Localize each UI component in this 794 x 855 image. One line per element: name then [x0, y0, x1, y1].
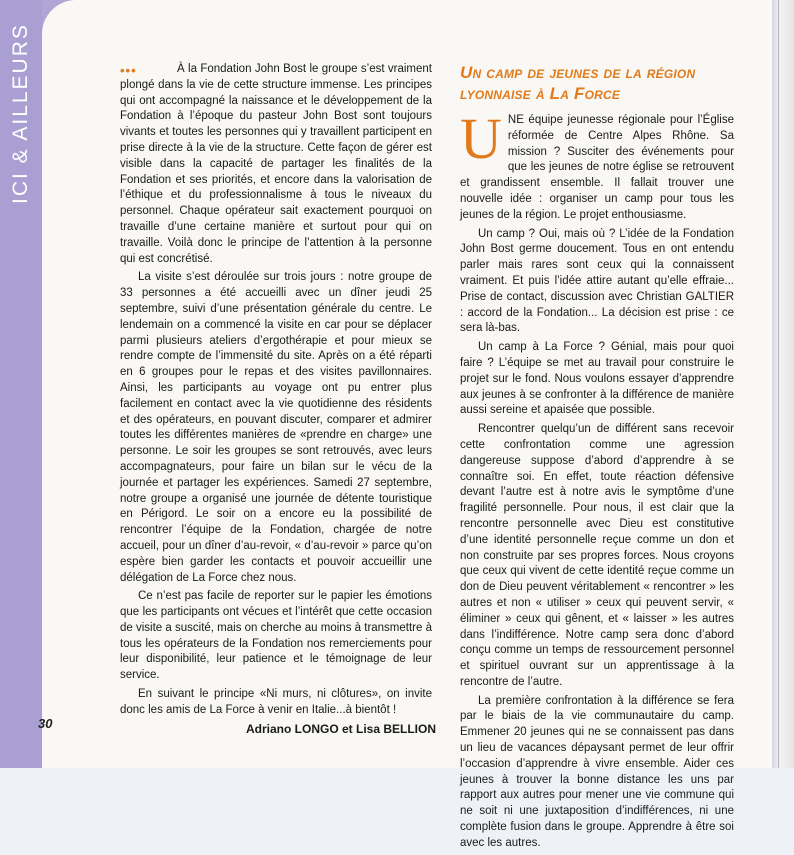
- section-label: ICI & AILLEURS: [9, 23, 32, 204]
- right-paragraph-1: NE équipe jeunesse régionale pour l’Église réformée de Centre Alpes Rhône. Sa mission ? Susciter des événements pour que les jeunes de notre église se retrouvent et grandissent ensemble. Il fallait trouver une nouvelle idée : organiser un camp pour tous les jeunes de la région. Le projet enthousiasme.: [460, 114, 734, 221]
- left-paragraph-1: À la Fondation John Bost le groupe s’est vraiment plongé dans la vie de cette structure immense. Les principes qui ont accompagné la naissance et le développement de la Fondation à l’époque du pasteur John Bost sont toujours vivants et toutes les personnes qui y travaillent participent en prise directe à la vie de la structure. Cette façon de gérer est visible dans la capacité de partager les finalités de la Fondation et ses priorités, et encore dans la valorisation de l’éthique et du professionnalisme à tous le niveaux du personnel. Chaque opérateur sait exactement pourquoi on travaille d’une certaine manière et surtout pour qui on travaille. Voilà donc le principe de l’attention à la personne qui est concrétisé.: [120, 63, 432, 265]
- right-paragraph-3: Un camp à La Force ? Génial, mais pour quoi faire ? L’équipe se met au travail pour construire le projet sur le fond. Nous voulons essayer d’apprendre aux jeunes à se confronter à la différence de manière aussi sereine et apaisée que possible.: [460, 341, 734, 417]
- left-paragraph-2: La visite s’est déroulée sur trois jours : notre groupe de 33 personnes a été accueilli avec un dîner jeudi 25 septembre, suivi d’une présentation générale du centre. Le lendemain on a commencé la visite en car pour se déplacer parmi plusieurs ateliers d’ergothérapie et pour mieux se rendre compte de l’immensité du site. Après on a été réparti en 6 groupes pour le repas et des visites pavillonnaires. Ainsi, les participants au voyage ont pu entrer plus facilement en contact avec la vie quotidienne des résidents et des opérateurs, en pouvant discuter, comparer et admirer toutes les différentes manières de «prendre en charge» une personne. Le soir les groupes se sont retrouvés, avec leurs accompagnateurs, pour faire un bilan sur le vécu de la journée et partager les expériences. Samedi 27 septembre, notre groupe a organisé une journée de détente touristique en Périgord. Le soir on a encore eu la possibilité de rencontrer l’équipe de la Fondation, chargée de notre accueil, pour un dîner d’au-revoir, « d’au-revoir » parce qu’on espère bien garder les contacts et pouvoir accueillir une délégation de La Force chez nous.: [120, 271, 432, 584]
- page-seam: [778, 0, 779, 768]
- left-article-column: [120, 62, 432, 722]
- left-paragraph-3: Ce n’est pas facile de reporter sur le papier les émotions que les participants ont vécues et l’intérêt que cette occasion de visite a suscité, mais on cherche au moins à transmettre à tous les opérateurs de la Fondation nos remerciements pour leur disponibilité, leur patience et le témoignage de leur service.: [120, 590, 432, 682]
- right-paragraph-5: La première confrontation à la différence se fera par le biais de la vie communautaire du camp. Emmener 20 jeunes qui ne se connaissent pas dans un lieu de vacances dépaysant permet de leur offrir l’occasion d’apprendre à vivre ensemble. Aider ces jeunes à trouver la bonne distance les uns par rapport aux autres pour mener une vie commune qui ne soit ni une juxtaposition d’indifférences, ni une complète fusion dans le groupe. Apprendre à être soi avec les autres.: [460, 694, 734, 849]
- left-paragraph-4: En suivant le principe «Ni murs, ni clôtures», on invite donc les amis de La Force à venir en Italie...à bientôt !: [120, 688, 432, 716]
- left-color-band: [0, 0, 42, 768]
- article-headline: Un camp de jeunes de la région lyonnaise à La Force: [460, 63, 696, 103]
- lead-paragraph-wrap: [460, 106, 734, 224]
- right-paragraph-4: Rencontrer quelqu’un de différent sans recevoir cette confrontation comme une agression dangereuse suppose d’abord d’apprendre à se connaître soi. En effet, toute réaction défensive devant l’autre est à notre avis le symptôme d’une fragilité personnelle. Pour nous, il est clair que la rencontre personnelle avec Dieu est constitutive d’une identité personnelle reçue comme un don et non construite par ses propres forces. Nous croyons que ceux qui vivent de cette identité reçue comme un don de Dieu peuvent véritablement « rencontrer » les autres et non « utiliser » ceux qui peuvent servir, « éliminer » ceux qui gênent, et « laisser » les autres dans l’indifférence. Notre camp sera donc d’abord conçu comme un temps de ressourcement personnel et spirituel ouvrant sur un apprentissage à la rencontre de l’autre.: [460, 423, 734, 688]
- ornament-dots: •••: [120, 63, 137, 78]
- facing-page-edge: [772, 0, 794, 768]
- page-number: 30: [38, 716, 53, 731]
- right-paragraph-2: Un camp ? Oui, mais où ? L’idée de la Fondation John Bost germe doucement. Tous en ont entendu parler mais rares sont ceux qui la connaissent vraiment. Et puis l’idée attire autant qu’elle effraie... Prise de contact, discussion avec Christian GALTIER : accord de la Fondation... La décision est prise : ce sera là-bas.: [460, 227, 734, 335]
- article-signature: Adriano LONGO et Lisa BELLION: [245, 722, 436, 736]
- right-article-column: [460, 62, 734, 855]
- drop-cap: U: [460, 106, 502, 171]
